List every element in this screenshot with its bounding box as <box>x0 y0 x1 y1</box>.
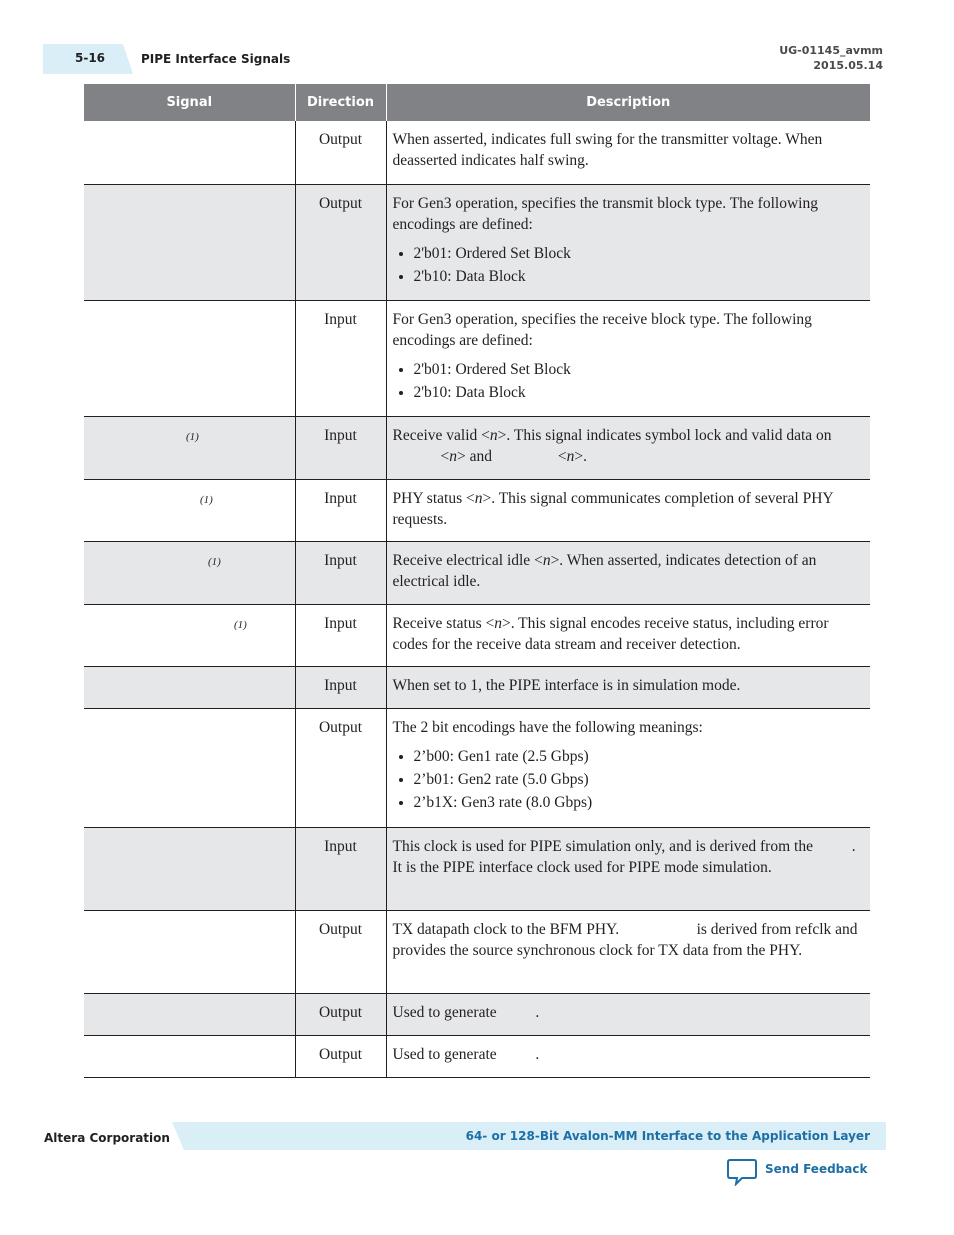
doc-info <box>779 43 883 73</box>
direction-cell: Input <box>295 300 386 416</box>
signal-cell <box>84 827 295 910</box>
send-feedback-button[interactable] <box>727 1158 868 1188</box>
table-row <box>84 541 870 604</box>
variable-n: n <box>489 426 498 444</box>
description-cell <box>386 827 870 910</box>
description-text: >. This signal indicates symbol lock and valid data on <box>497 426 832 444</box>
table-row <box>84 184 870 300</box>
description-text: Used to generate . <box>392 1003 540 1021</box>
company-name: Altera Corporation <box>44 1131 170 1145</box>
signal-cell <box>84 416 295 479</box>
direction-cell: Input <box>295 479 386 541</box>
signal-cell <box>84 541 295 604</box>
description-text: For Gen3 operation, specifies the receive block type. The following encodings are defined: <box>392 310 812 349</box>
description-cell <box>386 184 870 300</box>
footnote-ref: (1) <box>186 430 199 443</box>
direction-cell: Input <box>295 827 386 910</box>
list-item: • 2'b01: Ordered Set Block <box>414 243 865 264</box>
description-text: Receive electrical idle < <box>392 551 543 569</box>
direction-cell: Output <box>295 708 386 827</box>
description-text: When set to 1, the PIPE interface is in simulation mode. <box>392 676 741 694</box>
table-row <box>84 993 870 1035</box>
chapter-link[interactable]: 64- or 128-Bit Avalon-MM Interface to the Application Layer <box>465 1129 870 1143</box>
table-row <box>84 910 870 993</box>
signal-cell <box>84 479 295 541</box>
table-row <box>84 604 870 666</box>
direction-cell: Output <box>295 184 386 300</box>
description-text: The 2 bit encodings have the following meanings: <box>392 718 703 736</box>
description-cell <box>386 993 870 1035</box>
table-row <box>84 1035 870 1077</box>
signal-cell <box>84 604 295 666</box>
signal-cell <box>84 666 295 708</box>
column-header-direction: Direction <box>295 84 386 121</box>
list-item: • 2'b10: Data Block <box>414 382 865 403</box>
description-text: >. This signal encodes receive status, including error codes for the receive data stream and receiver detection. <box>392 614 829 653</box>
table-row <box>84 666 870 708</box>
signal-table <box>84 84 870 1078</box>
table-row <box>84 416 870 479</box>
variable-n: n <box>566 447 575 465</box>
table-row <box>84 121 870 184</box>
table-row <box>84 479 870 541</box>
direction-cell: Input <box>295 604 386 666</box>
description-text: >. This signal communicates completion of several PHY requests. <box>392 489 834 528</box>
list-item: • 2’b1X: Gen3 rate (8.0 Gbps) <box>414 792 865 813</box>
signal-cell <box>84 184 295 300</box>
direction-cell: Output <box>295 121 386 184</box>
encoding-list <box>393 243 865 287</box>
description-cell <box>386 604 870 666</box>
description-text: PHY status < <box>392 489 475 507</box>
table-header-row <box>84 84 870 121</box>
list-item: • 2'b10: Data Block <box>414 266 865 287</box>
column-header-description: Description <box>386 84 870 121</box>
table-row <box>84 827 870 910</box>
send-feedback-label: Send Feedback <box>765 1162 868 1176</box>
description-text: TX datapath clock to the BFM PHY. is derived from refclk and provides the source synchronous clock for TX data from the PHY. <box>392 920 862 959</box>
direction-cell: Input <box>295 541 386 604</box>
description-cell <box>386 708 870 827</box>
section-title: PIPE Interface Signals <box>141 52 291 66</box>
description-text: >. When asserted, indicates detection of an electrical idle. <box>392 551 817 590</box>
encoding-list <box>393 359 865 403</box>
direction-cell: Input <box>295 666 386 708</box>
list-item: • 2’b01: Gen2 rate (5.0 Gbps) <box>414 769 865 790</box>
signal-cell <box>84 708 295 827</box>
variable-n: n <box>542 551 551 569</box>
description-cell <box>386 416 870 479</box>
signal-cell <box>84 300 295 416</box>
encoding-list <box>393 746 865 813</box>
description-text: > and <box>457 447 496 465</box>
doc-id: UG-01145_avmm <box>779 44 883 57</box>
description-text: For Gen3 operation, specifies the transmit block type. The following encodings are defined: <box>392 194 818 233</box>
description-text: Receive valid < <box>392 426 490 444</box>
description-cell <box>386 479 870 541</box>
description-text: < <box>557 447 567 465</box>
description-text: This clock is used for PIPE simulation only, and is derived from the . It is the PIPE interface clock used for PIPE mode simulation. <box>392 837 860 876</box>
variable-n: n <box>449 447 457 465</box>
description-text: < <box>440 447 450 465</box>
list-item: • 2’b00: Gen1 rate (2.5 Gbps) <box>414 746 865 767</box>
description-text: When asserted, indicates full swing for the transmitter voltage. When deasserted indicates half swing. <box>392 131 823 169</box>
description-text: >. <box>574 447 587 465</box>
description-cell <box>386 541 870 604</box>
signal-cell <box>84 1035 295 1077</box>
description-text: Receive status < <box>392 614 495 632</box>
speech-bubble-icon <box>727 1158 757 1191</box>
list-item: • 2'b01: Ordered Set Block <box>414 359 865 380</box>
direction-cell: Output <box>295 993 386 1035</box>
page-number: 5-16 <box>75 51 106 65</box>
variable-n: n <box>494 614 502 632</box>
signal-cell <box>84 910 295 993</box>
description-cell <box>386 121 870 184</box>
footnote-ref: (1) <box>200 493 213 506</box>
column-header-signal: Signal <box>84 84 295 121</box>
doc-date: 2015.05.14 <box>813 59 883 72</box>
table-row <box>84 300 870 416</box>
description-cell <box>386 910 870 993</box>
direction-cell: Output <box>295 910 386 993</box>
variable-n: n <box>474 489 483 507</box>
direction-cell: Input <box>295 416 386 479</box>
description-text: Used to generate . <box>392 1045 540 1063</box>
description-cell <box>386 666 870 708</box>
description-cell <box>386 1035 870 1077</box>
signal-cell <box>84 121 295 184</box>
signal-cell <box>84 993 295 1035</box>
footnote-ref: (1) <box>234 618 247 631</box>
direction-cell: Output <box>295 1035 386 1077</box>
table-row <box>84 708 870 827</box>
footnote-ref: (1) <box>208 555 221 568</box>
description-cell <box>386 300 870 416</box>
